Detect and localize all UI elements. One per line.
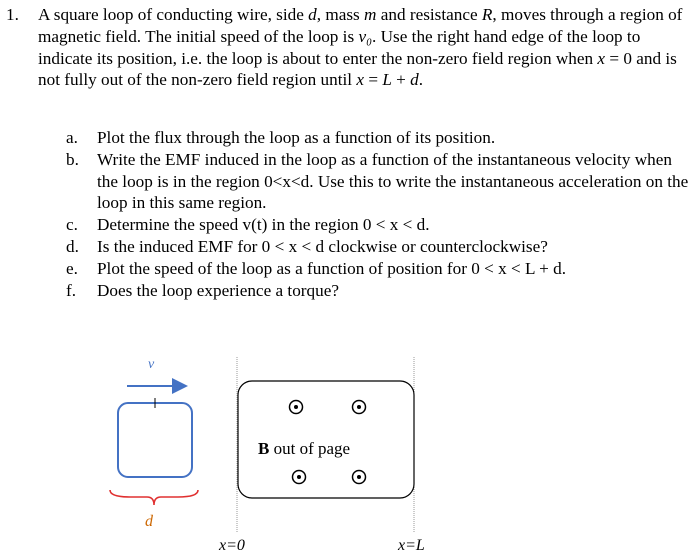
part-label: b.	[66, 149, 79, 169]
part-text: Determine the speed v(t) in the region 0 < x < d.	[97, 215, 430, 235]
part-label: d.	[66, 236, 79, 256]
part-label: c.	[66, 215, 78, 235]
question-stem: A square loop of conducting wire, side d, mass m and resistance R, moves through a region of magnetic field. The initial speed of the loop is v₀. Use the right hand edge of the loop to indicate its position, i.e. the loop is about to enter the non-zero field region when x = 0 and is not fully out of the non-zero field region until x = L + d.	[38, 5, 683, 90]
part-label: f.	[66, 280, 77, 300]
part-text: Plot the speed of the loop as a function of position for 0 < x < L + d.	[97, 258, 567, 278]
part-label: a.	[66, 128, 78, 147]
field-label: B out of page	[258, 439, 351, 458]
side-length-label: d	[145, 513, 153, 530]
velocity-label: v	[148, 357, 155, 372]
part-label: e.	[66, 258, 78, 278]
xL-label: x=L	[398, 537, 425, 554]
side-length-brace	[110, 490, 198, 505]
part-text: Write the EMF induced in the loop as a function of the instantaneous velocity when the loop is in the region 0<x<d. Use this to write the instantaneous acceleration on the loop in this same region.	[97, 149, 689, 213]
part-text: Plot the flux through the loop as a function of its position.	[97, 128, 496, 147]
part-text: Is the induced EMF for 0 < x < d clockwise or counterclockwise?	[97, 236, 548, 256]
question-number: 1.	[6, 5, 19, 24]
part-text: Does the loop experience a torque?	[97, 280, 339, 300]
x0-label: x=0	[219, 537, 245, 554]
wire-loop	[118, 403, 192, 477]
